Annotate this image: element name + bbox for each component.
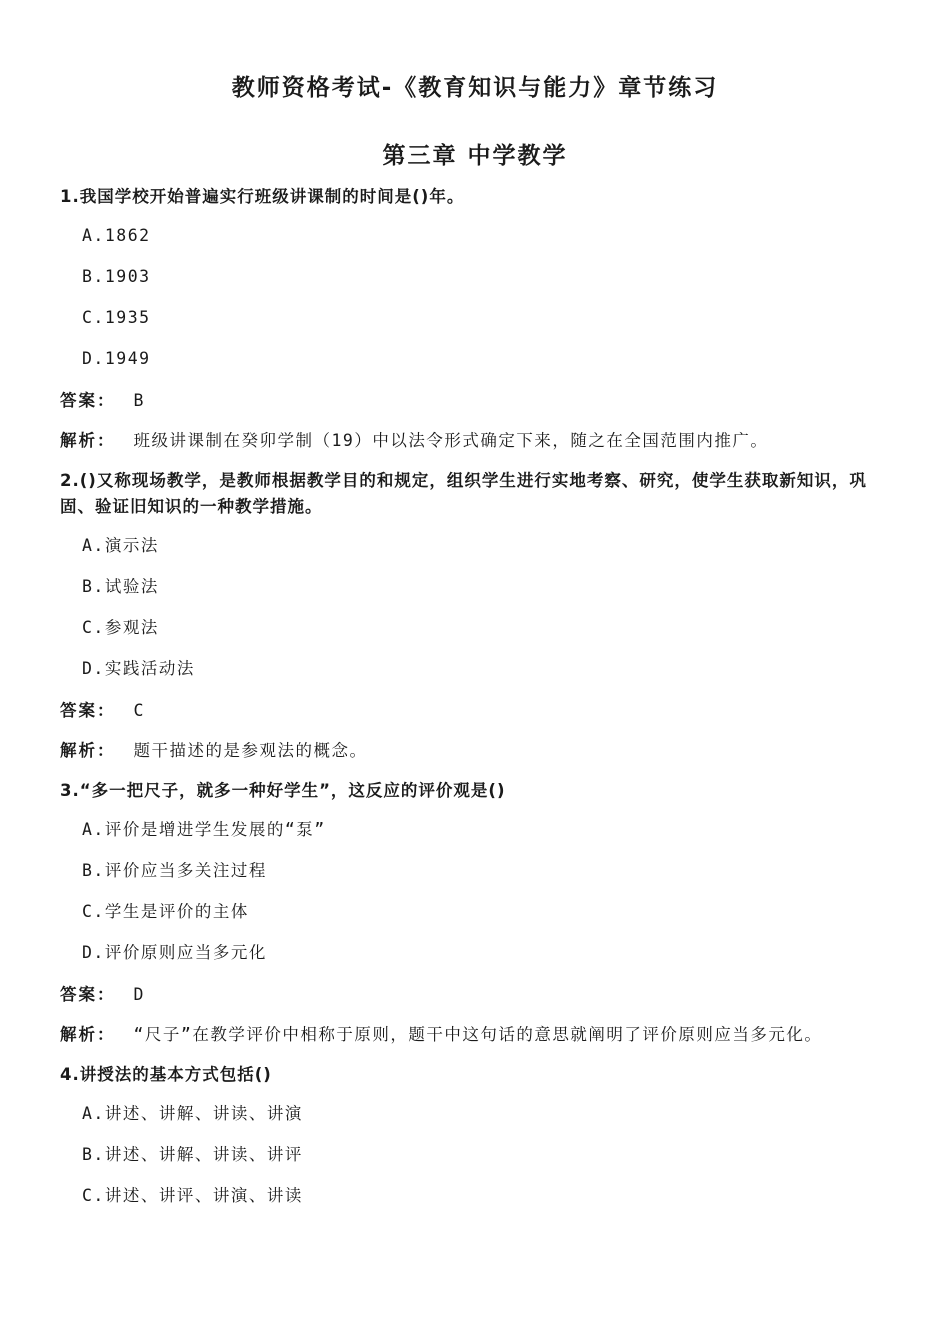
option-b: B.试验法 <box>82 577 159 596</box>
option-c: C.参观法 <box>82 618 159 637</box>
option-c: C.学生是评价的主体 <box>82 902 249 921</box>
option-b: B.1903 <box>82 267 151 286</box>
analysis-text: “尺子”在教学评价中相称于原则，题干中这句话的意思就阐明了评价原则应当多元化。 <box>133 1025 823 1044</box>
document-title: 教师资格考试-《教育知识与能力》章节练习 <box>231 75 719 101</box>
question-stem: 3.“多一把尺子，就多一种好学生”，这反应的评价观是() <box>60 781 506 800</box>
analysis-line <box>60 1022 890 1048</box>
question-4 <box>60 1062 890 1208</box>
question-stem: 4.讲授法的基本方式包括() <box>60 1065 272 1084</box>
answer-label: 答案： <box>60 391 116 410</box>
answer-value: C <box>133 701 145 720</box>
option-d: D.实践活动法 <box>82 659 195 678</box>
answer-line <box>60 698 890 724</box>
option-c: C.讲述、讲评、讲演、讲读 <box>82 1186 303 1205</box>
option-a: A.评价是增进学生发展的“泵” <box>82 820 326 839</box>
option-a: A.演示法 <box>82 536 159 555</box>
option-c: C.1935 <box>82 308 151 327</box>
question-3 <box>60 778 890 1048</box>
option-a: A.讲述、讲解、讲读、讲演 <box>82 1104 303 1123</box>
answer-value: D <box>133 985 145 1004</box>
option-a: A.1862 <box>82 226 151 245</box>
option-b: B.讲述、讲解、讲读、讲评 <box>82 1145 303 1164</box>
question-2 <box>60 468 890 764</box>
analysis-line <box>60 738 890 764</box>
analysis-label: 解析： <box>60 1025 116 1044</box>
answer-label: 答案： <box>60 701 116 720</box>
answer-label: 答案： <box>60 985 116 1004</box>
analysis-line <box>60 428 890 454</box>
answer-line <box>60 388 890 414</box>
analysis-label: 解析： <box>60 431 116 450</box>
analysis-label: 解析： <box>60 741 116 760</box>
analysis-text: 班级讲课制在癸卯学制（19）中以法令形式确定下来，随之在全国范围内推广。 <box>133 431 769 450</box>
answer-line <box>60 982 890 1008</box>
option-b: B.评价应当多关注过程 <box>82 861 267 880</box>
question-stem: 1.我国学校开始普遍实行班级讲课制的时间是()年。 <box>60 187 465 206</box>
option-d: D.评价原则应当多元化 <box>82 943 267 962</box>
analysis-text: 题干描述的是参观法的概念。 <box>133 741 368 760</box>
option-d: D.1949 <box>82 349 151 368</box>
question-stem: 2.()又称现场教学，是教师根据教学目的和规定，组织学生进行实地考察、研究，使学生获取新知识，巩固、验证旧知识的一种教学措施。 <box>60 471 867 516</box>
question-1 <box>60 184 890 454</box>
chapter-title: 第三章 中学教学 <box>382 143 568 169</box>
answer-value: B <box>133 391 145 410</box>
